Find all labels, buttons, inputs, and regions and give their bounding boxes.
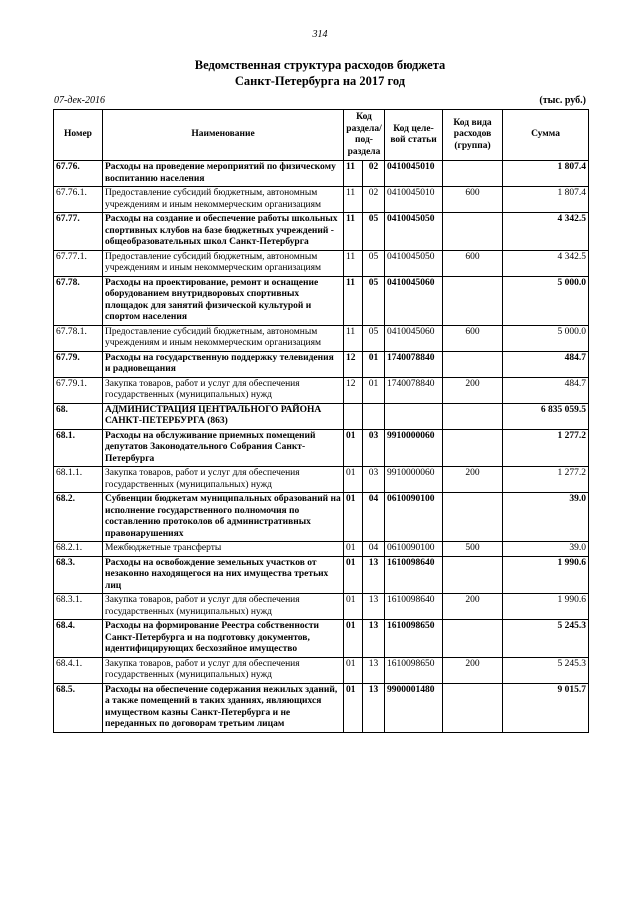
row-name: Межбюджетные трансферты: [103, 542, 344, 557]
row-expense-type: 500: [443, 542, 503, 557]
row-name: Закупка товаров, работ и услуг для обеспечения государственных (муниципальных) нужд: [103, 594, 344, 620]
row-number: 68.4.1.: [54, 657, 103, 683]
table-row: [54, 187, 589, 213]
row-number: 68.1.: [54, 429, 103, 467]
row-razdel: 11: [344, 161, 363, 187]
row-name: Расходы на освобождение земельных участков от незаконно находящегося на них имущества третьих лиц: [103, 556, 344, 594]
row-name: Предоставление субсидий бюджетным, автономным учреждениям и иным некоммерческим организациям: [103, 187, 344, 213]
row-name: Закупка товаров, работ и услуг для обеспечения государственных (муниципальных) нужд: [103, 467, 344, 493]
row-target-article: 0410045010: [385, 161, 443, 187]
row-expense-type: 200: [443, 594, 503, 620]
row-podrazdel: 04: [363, 493, 385, 542]
title-line-1: Ведомственная структура расходов бюджета: [194, 58, 446, 72]
row-razdel: 01: [344, 493, 363, 542]
row-razdel: [344, 403, 363, 429]
row-razdel: 12: [344, 377, 363, 403]
row-number: 67.78.1.: [54, 325, 103, 351]
table-row: [54, 683, 589, 732]
row-podrazdel: 03: [363, 429, 385, 467]
row-podrazdel: [363, 403, 385, 429]
row-number: 68.3.: [54, 556, 103, 594]
table-row: [54, 351, 589, 377]
header-summa: Сумма: [503, 110, 589, 161]
row-number: 67.76.1.: [54, 187, 103, 213]
header-nomer: Номер: [54, 110, 103, 161]
row-number: 68.5.: [54, 683, 103, 732]
table-row: [54, 403, 589, 429]
row-number: 67.79.: [54, 351, 103, 377]
table-row: [54, 377, 589, 403]
row-sum: 484.7: [503, 351, 589, 377]
row-name: Расходы на формирование Реестра собственности Санкт-Петербурга и на подготовку документов, идентифицирующих бесхозяйное имущество: [103, 620, 344, 658]
row-expense-type: [443, 429, 503, 467]
row-target-article: 1740078840: [385, 351, 443, 377]
row-target-article: [385, 403, 443, 429]
table-row: [54, 467, 589, 493]
row-expense-type: [443, 161, 503, 187]
row-sum: 1 990.6: [503, 594, 589, 620]
header-naimenovanie: Наименование: [103, 110, 344, 161]
document-title: [0, 57, 640, 89]
row-podrazdel: 01: [363, 377, 385, 403]
table-row: [54, 213, 589, 251]
row-target-article: 0410045060: [385, 276, 443, 325]
row-expense-type: [443, 493, 503, 542]
table-row: [54, 594, 589, 620]
row-number: 67.78.: [54, 276, 103, 325]
row-podrazdel: 05: [363, 213, 385, 251]
row-number: 68.: [54, 403, 103, 429]
row-expense-type: [443, 276, 503, 325]
row-expense-type: 200: [443, 657, 503, 683]
row-razdel: 01: [344, 683, 363, 732]
title-line-2: Санкт-Петербурга на 2017 год: [234, 74, 406, 88]
header-vr: Код вида расходов (группа): [443, 110, 503, 161]
row-podrazdel: 05: [363, 250, 385, 276]
row-target-article: 0610090100: [385, 493, 443, 542]
row-target-article: 1610098640: [385, 594, 443, 620]
row-number: 68.2.: [54, 493, 103, 542]
row-number: 67.77.1.: [54, 250, 103, 276]
row-podrazdel: 05: [363, 276, 385, 325]
row-razdel: 11: [344, 213, 363, 251]
row-target-article: 1610098640: [385, 556, 443, 594]
row-target-article: 1610098650: [385, 620, 443, 658]
row-target-article: 0410045050: [385, 213, 443, 251]
row-number: 67.77.: [54, 213, 103, 251]
row-podrazdel: 01: [363, 351, 385, 377]
row-razdel: 12: [344, 351, 363, 377]
row-sum: 6 835 059.5: [503, 403, 589, 429]
row-razdel: 11: [344, 276, 363, 325]
row-name: Расходы на государственную поддержку телевидения и радиовещания: [103, 351, 344, 377]
row-podrazdel: 04: [363, 542, 385, 557]
row-sum: 1 277.2: [503, 429, 589, 467]
table-row: [54, 429, 589, 467]
row-number: 68.2.1.: [54, 542, 103, 557]
row-expense-type: 200: [443, 467, 503, 493]
table-row: [54, 493, 589, 542]
table-row: [54, 657, 589, 683]
row-sum: 1 807.4: [503, 187, 589, 213]
row-sum: 484.7: [503, 377, 589, 403]
row-podrazdel: 13: [363, 683, 385, 732]
row-target-article: 9900001480: [385, 683, 443, 732]
table-row: [54, 250, 589, 276]
row-expense-type: [443, 683, 503, 732]
row-expense-type: [443, 403, 503, 429]
row-name: Закупка товаров, работ и услуг для обеспечения государственных (муниципальных) нужд: [103, 377, 344, 403]
header-razdel: Код раздела/ под- раздела: [344, 110, 385, 161]
row-expense-type: 600: [443, 187, 503, 213]
row-expense-type: [443, 556, 503, 594]
row-number: 67.79.1.: [54, 377, 103, 403]
header-cs: Код целе- вой статьи: [385, 110, 443, 161]
table-row: [54, 325, 589, 351]
row-target-article: 0610090100: [385, 542, 443, 557]
table-row: [54, 276, 589, 325]
row-expense-type: [443, 620, 503, 658]
row-expense-type: 600: [443, 325, 503, 351]
row-sum: 1 277.2: [503, 467, 589, 493]
row-podrazdel: 02: [363, 187, 385, 213]
row-sum: 39.0: [503, 542, 589, 557]
row-razdel: 01: [344, 542, 363, 557]
table-row: [54, 620, 589, 658]
row-name: Предоставление субсидий бюджетным, автономным учреждениям и иным некоммерческим организациям: [103, 250, 344, 276]
budget-table: [53, 109, 589, 733]
row-name: Субвенции бюджетам муниципальных образований на исполнение государственного полномочия по составлению протоколов об административных правонарушениях: [103, 493, 344, 542]
row-sum: 39.0: [503, 493, 589, 542]
row-name: Предоставление субсидий бюджетным, автономным учреждениям и иным некоммерческим организациям: [103, 325, 344, 351]
row-name: Расходы на обеспечение содержания нежилых зданий, а также помещений в таких зданиях, являющихся имуществом казны Санкт-Петербурга и не переданных по договорам третьим лицам: [103, 683, 344, 732]
document-date: 07-дек-2016: [54, 95, 105, 106]
row-podrazdel: 13: [363, 620, 385, 658]
row-razdel: 01: [344, 467, 363, 493]
row-target-article: 1740078840: [385, 377, 443, 403]
row-podrazdel: 03: [363, 467, 385, 493]
row-number: 67.76.: [54, 161, 103, 187]
units-label: (тыс. руб.): [539, 95, 586, 106]
row-target-article: 0410045060: [385, 325, 443, 351]
table-header-row: [54, 110, 589, 161]
row-razdel: 11: [344, 187, 363, 213]
row-sum: 1 807.4: [503, 161, 589, 187]
table-row: [54, 161, 589, 187]
row-number: 68.4.: [54, 620, 103, 658]
row-sum: 4 342.5: [503, 213, 589, 251]
row-razdel: 01: [344, 556, 363, 594]
row-razdel: 11: [344, 250, 363, 276]
row-sum: 4 342.5: [503, 250, 589, 276]
row-name: Расходы на проведение мероприятий по физическому воспитанию населения: [103, 161, 344, 187]
row-expense-type: 200: [443, 377, 503, 403]
row-sum: 5 245.3: [503, 657, 589, 683]
row-target-article: 9910000060: [385, 467, 443, 493]
row-razdel: 01: [344, 594, 363, 620]
row-sum: 5 245.3: [503, 620, 589, 658]
row-podrazdel: 02: [363, 161, 385, 187]
row-number: 68.3.1.: [54, 594, 103, 620]
row-razdel: 01: [344, 429, 363, 467]
table-row: [54, 542, 589, 557]
row-name: Расходы на создание и обеспечение работы школьных спортивных клубов на базе бюджетных учреждений - общеобразовательных школ Санкт-Петербурга: [103, 213, 344, 251]
row-name: АДМИНИСТРАЦИЯ ЦЕНТРАЛЬНОГО РАЙОНА САНКТ-ПЕТЕРБУРГА (863): [103, 403, 344, 429]
row-sum: 9 015.7: [503, 683, 589, 732]
row-target-article: 0410045010: [385, 187, 443, 213]
row-podrazdel: 13: [363, 594, 385, 620]
row-razdel: 01: [344, 620, 363, 658]
row-razdel: 01: [344, 657, 363, 683]
page-number: 314: [312, 29, 328, 40]
row-name: Расходы на обслуживание приемных помещений депутатов Законодательного Собрания Санкт-Петербурга: [103, 429, 344, 467]
table-row: [54, 556, 589, 594]
row-expense-type: [443, 351, 503, 377]
row-razdel: 11: [344, 325, 363, 351]
row-sum: 5 000.0: [503, 325, 589, 351]
row-number: 68.1.1.: [54, 467, 103, 493]
row-expense-type: [443, 213, 503, 251]
row-expense-type: 600: [443, 250, 503, 276]
row-podrazdel: 13: [363, 556, 385, 594]
row-sum: 5 000.0: [503, 276, 589, 325]
row-target-article: 9910000060: [385, 429, 443, 467]
row-target-article: 0410045050: [385, 250, 443, 276]
row-name: Закупка товаров, работ и услуг для обеспечения государственных (муниципальных) нужд: [103, 657, 344, 683]
row-name: Расходы на проектирование, ремонт и оснащение оборудованием внутридворовых спортивных площадок для занятий физической культурой и спортом населения: [103, 276, 344, 325]
row-target-article: 1610098650: [385, 657, 443, 683]
row-podrazdel: 13: [363, 657, 385, 683]
row-podrazdel: 05: [363, 325, 385, 351]
row-sum: 1 990.6: [503, 556, 589, 594]
